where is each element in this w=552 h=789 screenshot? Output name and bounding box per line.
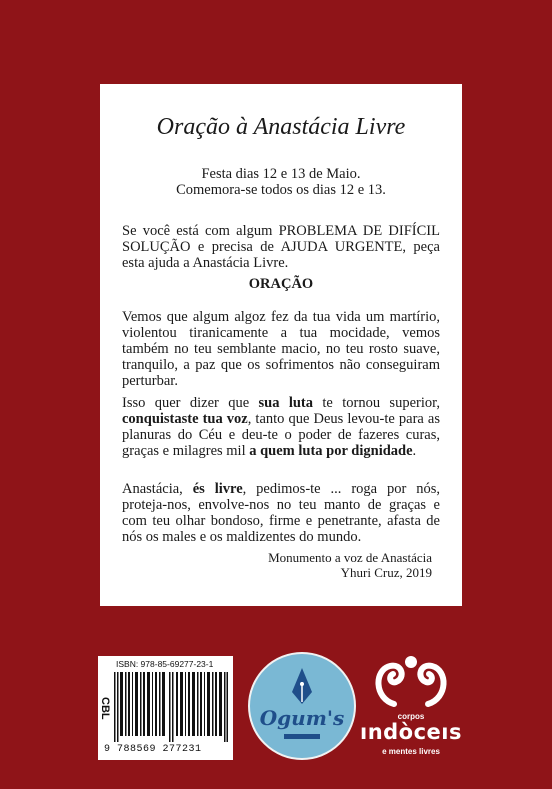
swirl-icon [356, 652, 466, 712]
barcode-bars [114, 672, 228, 742]
text-run: . [412, 443, 417, 459]
page-title: Oração à Anastácia Livre [156, 114, 406, 140]
bold-run: conquistaste tua voz [122, 411, 248, 427]
logo-word-mentes-livres: e mentes livres [382, 747, 440, 756]
bold-run: sua luta [258, 395, 314, 411]
cbl-label: CBL [99, 697, 111, 720]
text-run: te tornou superior, [313, 395, 440, 411]
festa-line-2: Comemora-se todos os dias 12 e 13. [176, 182, 386, 198]
prayer-paragraph-1: Vemos que algum algoz fez da tua vida um martírio, violentou tiranicamente a tua mocidade, vemos também no teu semblante macio, no teu rosto suave, tranquilo, a paz que os sofrimentos não conseguiram perturbar. [122, 309, 440, 389]
text-run: Anastácia, [122, 481, 193, 497]
prayer-heading: ORAÇÃO [248, 276, 314, 292]
isbn-label: ISBN: 978-85-69277-23-1 [116, 659, 214, 669]
ogums-publisher-logo [248, 652, 356, 760]
isbn-barcode [98, 656, 233, 760]
intro-paragraph: Se você está com algum PROBLEMA DE DIFÍCIL SOLUÇÃO e precisa de AJUDA URGENTE, peça esta ajuda a Anastácia Livre. [122, 223, 440, 271]
prayer-paragraph-2 [122, 395, 440, 459]
festa-line-1: Festa dias 12 e 13 de Maio. [201, 166, 361, 182]
prayer-card [100, 84, 462, 606]
bold-run: a quem luta por dignidade [249, 443, 413, 459]
ogums-wordmark: Ogum's [259, 706, 345, 730]
festa-info [100, 166, 462, 198]
text-run: , tanto que Deus levou-te para as planuras do Céu e deu-te o poder de fazeres curas, graças e milagres mil [122, 411, 441, 459]
signature-line-2: Yhuri Cruz, 2019 [340, 565, 432, 580]
text-run: , pedimos-te ... roga por nós, proteja-nos, envolve-nos no teu manto de graças e com teu olhar bondoso, firme e penetrante, afasta de nós os males e os maldizentes do mundo. [122, 481, 441, 545]
logo-word-corpos: corpos [397, 712, 425, 721]
bold-run: és livre [192, 481, 243, 497]
signature-line-1: Monumento a voz de Anastácia [268, 550, 432, 565]
text-run: Isso quer dizer que [122, 395, 259, 411]
barcode-digits: 9 788569 277231 [104, 744, 202, 755]
prayer-paragraph-3 [122, 481, 440, 545]
signature [268, 550, 432, 580]
corpos-indoceis-logo [356, 652, 466, 772]
logo-word-indoceis: ındòceıs [360, 720, 462, 744]
